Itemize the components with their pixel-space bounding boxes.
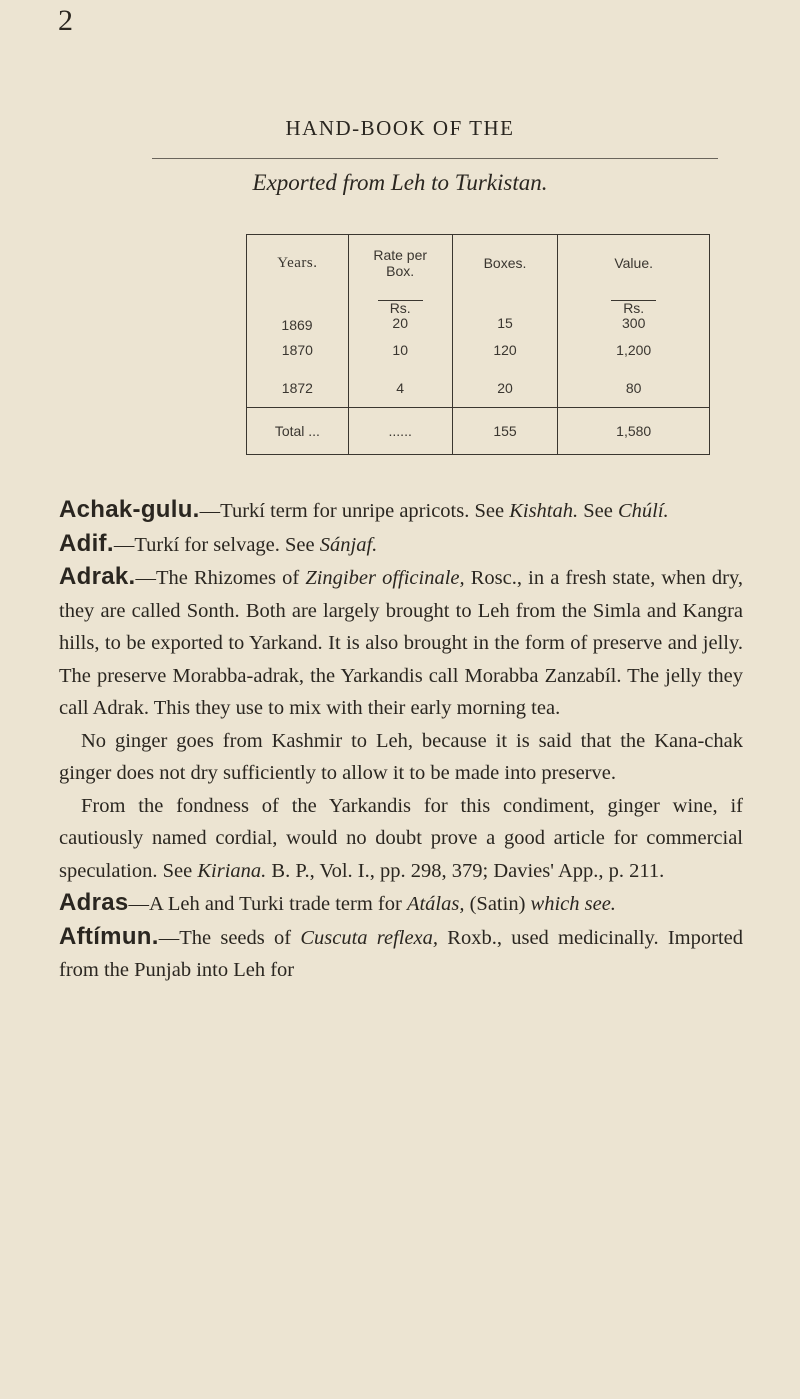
unit-cell: [558, 291, 710, 331]
table-cell: 10: [348, 331, 452, 369]
total-label: Total ...: [247, 408, 349, 455]
cross-reference: Chúlí.: [617, 500, 669, 522]
entry-text: —Turkí for selvage. See: [113, 533, 320, 556]
entry-text: —Turkí term for unripe apricots. See: [199, 500, 510, 522]
entry-text: Rosc., in a fresh state, when dry, they are called Sonth. Both are largely brought to Leh from the Simla and Kangra hills, to be exported to Yarkand. It is also brought in the form of preserve and jelly. The preserve Morabba-adrak, the Yarkandis call Morabba Zanzabíl. The jelly they call Adrak. This they use to mix with their early morning tea.: [59, 567, 743, 719]
cross-reference: Sánjaf.: [319, 533, 378, 556]
table-cell: 1,200: [558, 331, 710, 369]
header-value: Value.: [558, 235, 710, 292]
entry-adif: [59, 528, 743, 562]
unit-label-rate: Rs.: [378, 300, 423, 316]
entry-adrak-para-3: [59, 790, 743, 888]
header-rate: [348, 235, 452, 292]
entry-text: (Satin): [464, 893, 531, 915]
entry-text: From the fondness of the Yarkandis for this condiment, ginger wine, if cautiously named cordial, would no doubt prove a good article for commercial speculation. See: [59, 794, 743, 882]
table-cell: 4: [348, 369, 452, 408]
total-rate: ......: [348, 408, 452, 455]
running-head: HAND-BOOK OF THE: [285, 116, 515, 140]
total-value: 1,580: [558, 408, 710, 455]
cross-reference: which see.: [530, 893, 616, 915]
headword: Adrak.: [59, 563, 136, 590]
table-cell: 120: [452, 331, 558, 369]
entry-text: —A Leh and Turki trade term for: [128, 893, 407, 915]
entry-text: B. P., Vol. I., pp. 298, 379; Davies' App., p. 211.: [266, 859, 665, 882]
header-years: Years.: [247, 235, 349, 292]
table-cell: 1872: [247, 369, 349, 408]
headword: Achak-gulu.: [59, 496, 200, 523]
entry-achak-gulu: [59, 494, 743, 528]
cross-reference: Atálas,: [406, 893, 465, 915]
cross-reference: Kishtah.: [509, 500, 579, 522]
entry-adras: [59, 887, 743, 921]
table-row: [247, 369, 710, 408]
header-boxes: Boxes.: [452, 235, 558, 292]
entry-text: —The seeds of: [158, 926, 301, 949]
entry-text: —The Rhizomes of: [135, 567, 306, 589]
table-total-row: [247, 408, 710, 455]
table-caption: Exported from Leh to Turkistan.: [252, 170, 548, 195]
year-1869: 1869: [281, 317, 313, 333]
headword: Adif.: [59, 529, 114, 557]
table-cell: 20: [392, 315, 408, 331]
export-table: [246, 234, 710, 455]
entry-adrak: [59, 561, 743, 725]
table-cell: [452, 291, 558, 331]
table-cell: 300: [622, 315, 646, 331]
entry-text: Roxb., used medicinally. Imported from the Punjab into Leh for: [59, 926, 743, 981]
table-cell-value: 15: [497, 315, 513, 331]
header-rule: [152, 158, 718, 159]
entry-aftimun: [59, 921, 743, 987]
glossary-entries: [59, 494, 743, 987]
unit-label-value: Rs.: [611, 300, 656, 316]
table-cell: 1870: [247, 331, 349, 369]
table-cell: 80: [558, 369, 710, 408]
headword: Adras: [59, 889, 129, 916]
species-name: Cuscuta reflexa,: [300, 926, 439, 949]
species-name: Zingiber officinale,: [305, 567, 465, 589]
table-header-row: [247, 235, 710, 292]
cross-reference: Kiriana.: [197, 859, 267, 882]
unit-cell: [348, 291, 452, 331]
table-cell: 20: [452, 369, 558, 408]
entry-text: See: [578, 500, 618, 522]
page-number: 2: [58, 4, 73, 37]
headword: Aftímun.: [59, 922, 159, 950]
total-boxes: 155: [452, 408, 558, 455]
entry-adrak-para-2: No ginger goes from Kashmir to Leh, because it is said that the Kana-chak ginger does not dry sufficiently to allow it to be made into preserve.: [59, 729, 743, 784]
table-row: [247, 331, 710, 369]
header-rate-label: Rate per Box.: [373, 247, 428, 279]
